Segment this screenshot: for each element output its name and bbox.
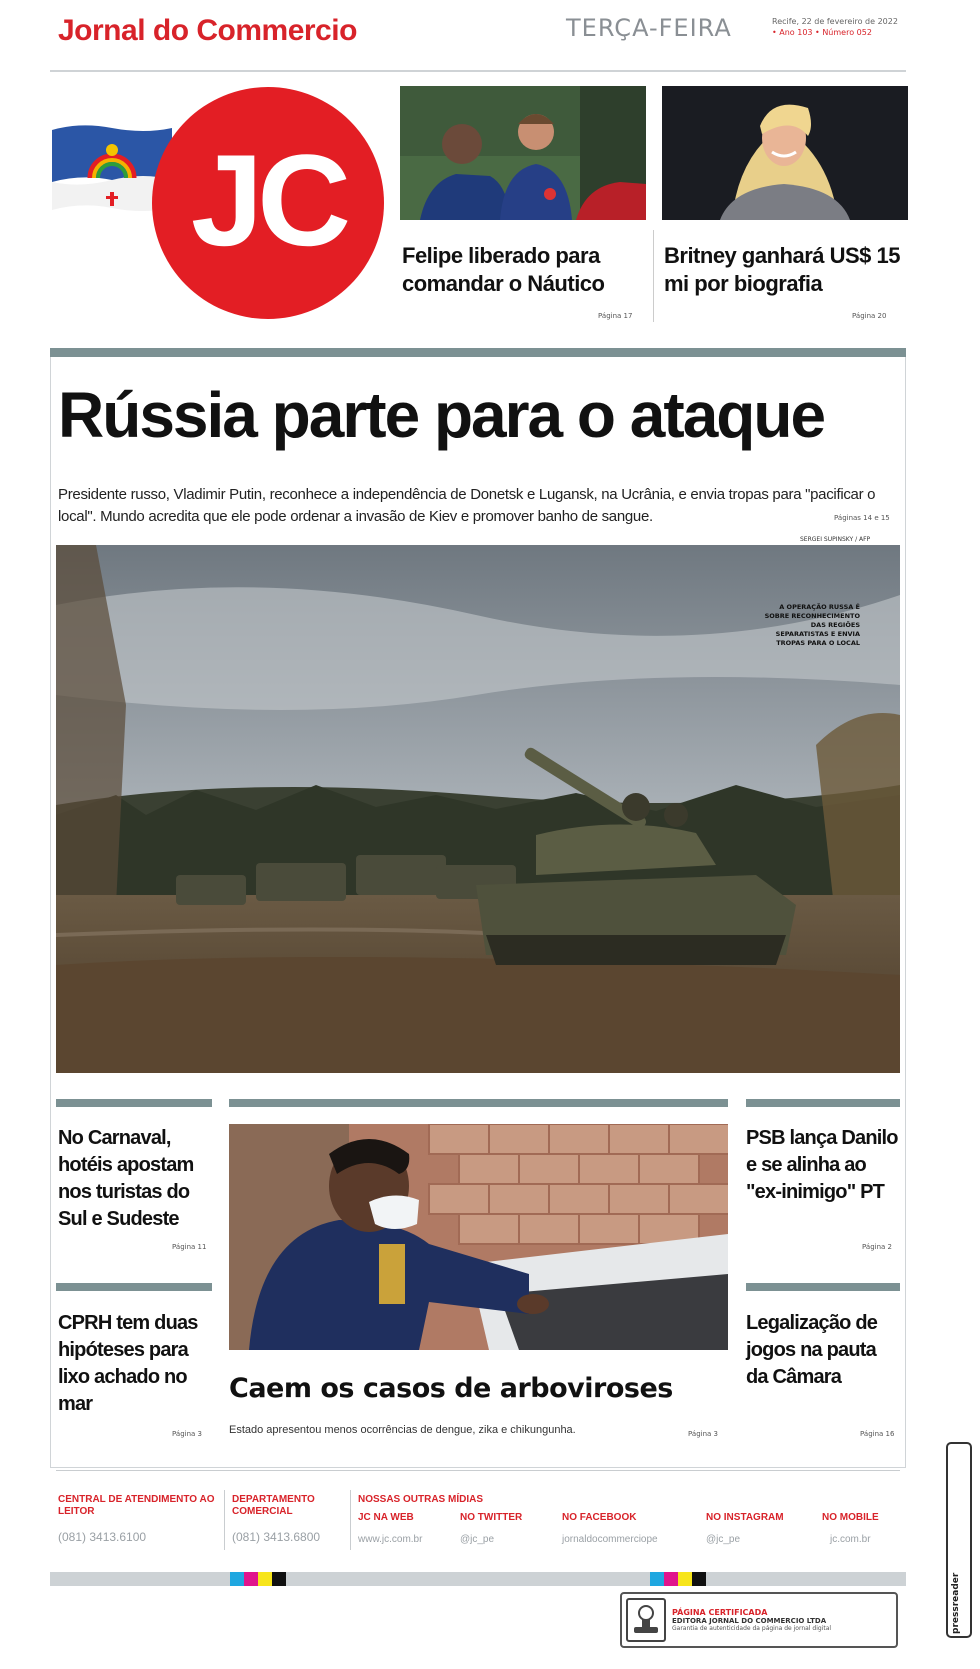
edition-number: • Ano 103 • Número 052 xyxy=(772,28,872,37)
pressreader-stamp[interactable] xyxy=(946,1442,972,1638)
page-reference: Página 20 xyxy=(852,312,887,320)
jc-logo[interactable] xyxy=(152,87,384,319)
mobile-label: NO MOBILE xyxy=(822,1512,879,1523)
story-headline-carnaval[interactable]: No Carnaval, hotéis apostam nos turistas do Sul e Sudeste xyxy=(58,1127,194,1230)
story-headline-cprh[interactable]: CPRH tem duas hipóteses para lixo achado no mar xyxy=(58,1312,198,1415)
commercial-label: DEPARTAMENTO COMERCIAL xyxy=(232,1494,315,1517)
lead-deck: Presidente russo, Vladimir Putin, reconhece a independência de Donetsk e Lugansk, na Ucrânia, e envia tropas para "pacificar o local". Mundo acredita que ele pode ordenar a invasão de Kiev e promover banho de sangue. xyxy=(58,486,876,525)
instagram-label: NO INSTAGRAM xyxy=(706,1512,784,1523)
page-reference: Página 2 xyxy=(862,1243,892,1251)
pressreader-label: pressreader xyxy=(951,1572,961,1634)
registration-marks xyxy=(650,1572,706,1586)
mobile-link[interactable]: jc.com.br xyxy=(830,1534,871,1545)
story-headline-arboviroses[interactable]: Caem os casos de arboviroses xyxy=(229,1373,673,1404)
registration-marks xyxy=(230,1572,286,1586)
section-bar xyxy=(56,1283,212,1291)
reader-service-label: CENTRAL DE ATENDIMENTO AO LEITOR xyxy=(58,1494,215,1517)
certified-page-badge[interactable] xyxy=(620,1592,898,1648)
bottom-strip xyxy=(50,1572,906,1586)
instagram-link[interactable]: @jc_pe xyxy=(706,1534,741,1545)
commercial-phone[interactable]: (081) 3413.6800 xyxy=(232,1530,321,1544)
section-bar xyxy=(56,1099,212,1107)
certificate-issuer: EDITORA JORNAL DO COMMERCIO LTDA xyxy=(672,1616,827,1625)
section-bar xyxy=(746,1099,900,1107)
photo-caption: A OPERAÇÃO RUSSA É SOBRE RECONHECIMENTO DAS REGIÕES SEPARATISTAS E ENVIA TROPAS PARA O LOCAL xyxy=(764,603,860,647)
newspaper-name: Jornal do Commercio xyxy=(58,14,357,47)
web-label: JC NA WEB xyxy=(358,1512,414,1523)
page-reference: Página 3 xyxy=(172,1430,202,1438)
story-headline-jogos[interactable]: Legalização de jogos na pauta da Câmara xyxy=(746,1312,878,1388)
edition-info xyxy=(772,16,912,38)
teaser-headline-britney[interactable]: Britney ganhará US$ 15 mi por biografia xyxy=(664,243,900,296)
other-media-label: NOSSAS OUTRAS MÍDIAS xyxy=(358,1494,484,1505)
photo-credit: SERGEI SUPINSKY / AFP xyxy=(800,536,871,543)
center-photo-health-agent[interactable] xyxy=(229,1124,728,1350)
facebook-label: NO FACEBOOK xyxy=(562,1512,637,1523)
page-reference: Página 17 xyxy=(598,312,633,320)
edition-date: Recife, 22 de fevereiro de 2022 xyxy=(772,17,898,26)
story-deck-arboviroses: Estado apresentou menos ocorrências de dengue, zika e chikungunha. xyxy=(229,1424,576,1436)
teaser-divider xyxy=(653,230,654,322)
page-reference: Página 16 xyxy=(860,1430,895,1438)
lead-headline[interactable]: Rússia parte para o ataque xyxy=(58,379,825,451)
reader-service-phone[interactable]: (081) 3413.6100 xyxy=(58,1530,147,1544)
certificate-title: PÁGINA CERTIFICADA xyxy=(672,1607,768,1617)
certificate-note: Garantia de autenticidade da página de jornal digital xyxy=(672,1624,832,1632)
story-headline-psb[interactable]: PSB lança Danilo e se alinha ao "ex-inimigo" PT xyxy=(746,1127,898,1203)
masthead-rule xyxy=(50,70,906,72)
web-link[interactable]: www.jc.com.br xyxy=(358,1534,423,1545)
logo-text: JC xyxy=(190,127,346,273)
twitter-label: NO TWITTER xyxy=(460,1512,523,1523)
page-reference: Páginas 14 e 15 xyxy=(834,514,890,522)
facebook-link[interactable]: jornaldocommerciope xyxy=(562,1534,658,1545)
teaser-headline-nautico[interactable]: Felipe liberado para comandar o Náutico xyxy=(402,243,605,296)
section-bar xyxy=(229,1099,728,1107)
page-reference: Página 3 xyxy=(688,1430,718,1438)
page-reference: Página 11 xyxy=(172,1243,207,1251)
weekday: TERÇA-FEIRA xyxy=(566,14,732,42)
section-bar xyxy=(746,1283,900,1291)
footer-rule xyxy=(56,1470,900,1471)
teaser-photo-britney[interactable] xyxy=(662,86,908,220)
certified-stamp-icon xyxy=(626,1598,666,1642)
teaser-photo-football[interactable] xyxy=(400,86,646,220)
section-bar xyxy=(50,348,906,357)
twitter-link[interactable]: @jc_pe xyxy=(460,1534,495,1545)
